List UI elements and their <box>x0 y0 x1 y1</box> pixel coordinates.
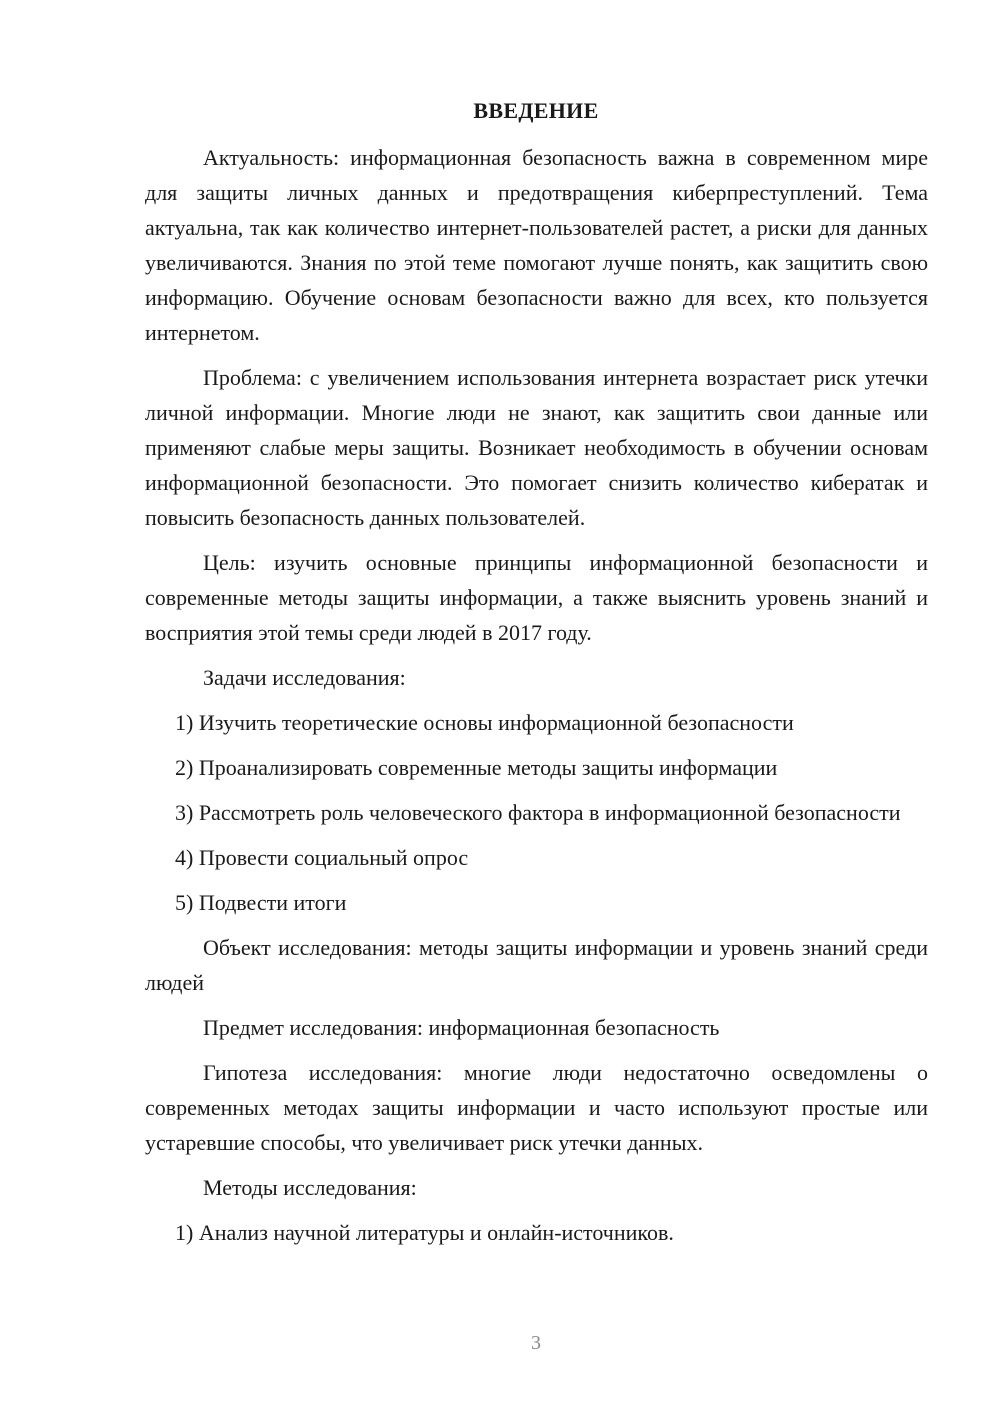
section-title: ВВЕДЕНИЕ <box>473 98 599 123</box>
relevance-paragraph: Актуальность: информационная безопасность важна в современном мире для защиты личных данных и предотвращения киберпреступлений. Тема актуальна, так как количество интернет-пользователей растет, а риски для данных увеличиваются. Знания по этой теме помогают лучше понять, как защитить свою информацию. Обучение основам безопасности важно для всех, кто пользуется интернетом. <box>145 145 928 345</box>
document-body <box>145 140 928 1260</box>
tasks-heading: Задачи исследования: <box>203 665 406 690</box>
goal-paragraph: Цель: изучить основные принципы информационной безопасности и современные методы защиты информации, а также выяснить уровень знаний и восприятия этой темы среди людей в 2017 году. <box>145 550 928 645</box>
task-item: 2) Проанализировать современные методы защиты информации <box>175 755 778 780</box>
method-item: 1) Анализ научной литературы и онлайн-источников. <box>175 1220 674 1245</box>
page-number: 3 <box>531 1332 541 1354</box>
task-item: 5) Подвести итоги <box>175 890 347 915</box>
problem-paragraph: Проблема: с увеличением использования интернета возрастает риск утечки личной информации. Многие люди не знают, как защитить свои данные или применяют слабые меры защиты. Возникает необходимость в обучении основам информационной безопасности. Это помогает снизить количество кибератак и повысить безопасность данных пользователей. <box>145 365 928 530</box>
methods-heading: Методы исследования: <box>203 1175 417 1200</box>
subject-paragraph: Предмет исследования: информационная безопасность <box>203 1015 720 1040</box>
task-item: 1) Изучить теоретические основы информационной безопасности <box>175 710 794 735</box>
hypothesis-paragraph: Гипотеза исследования: многие люди недостаточно осведомлены о современных методах защиты информации и часто используют простые или устаревшие способы, что увеличивает риск утечки данных. <box>145 1060 928 1155</box>
object-paragraph: Объект исследования: методы защиты информации и уровень знаний среди людей <box>145 935 928 995</box>
task-item: 4) Провести социальный опрос <box>175 845 469 870</box>
task-item: 3) Рассмотреть роль человеческого фактора в информационной безопасности <box>175 800 901 825</box>
